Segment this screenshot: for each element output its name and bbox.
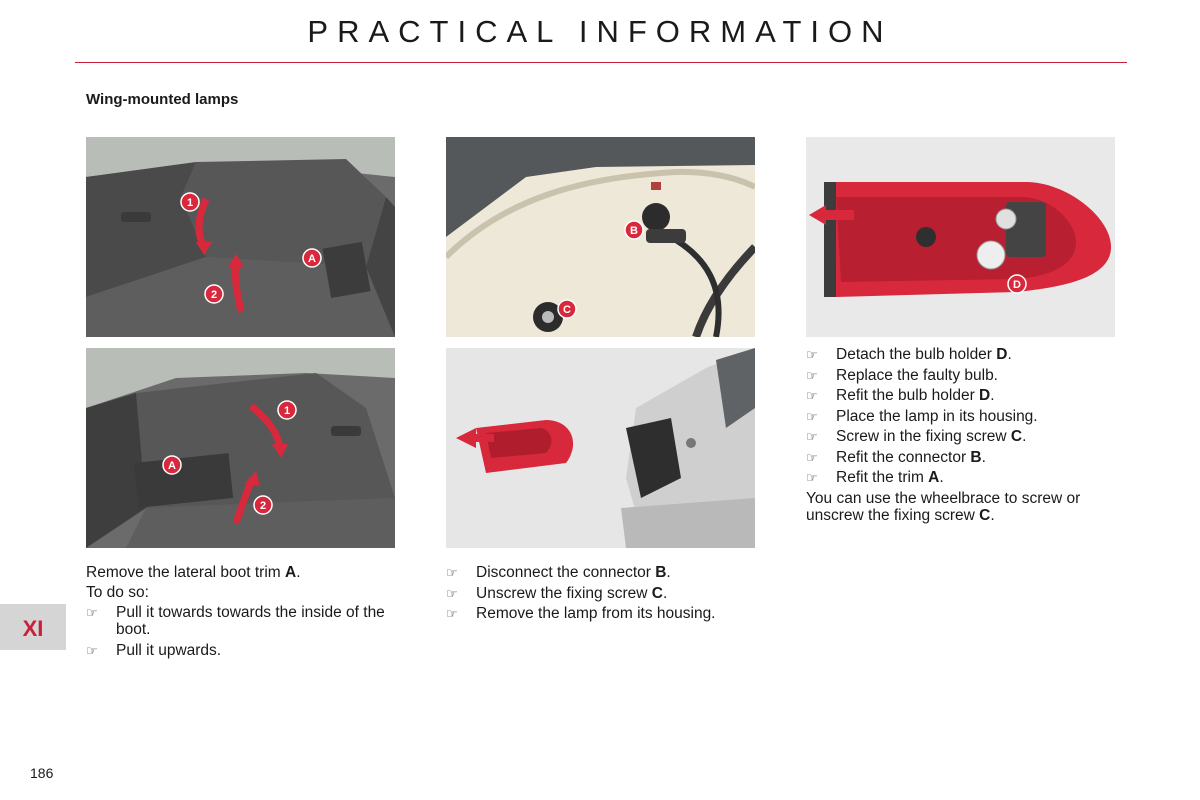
pointing-hand-icon: ☞ <box>86 605 98 620</box>
callout-1-label: 1 <box>186 197 194 209</box>
step-text: Screw in the fixing screw <box>836 428 1011 445</box>
step-text-post: . <box>981 448 986 466</box>
step-text-post: . <box>990 387 995 404</box>
pointing-hand-icon: ☞ <box>806 367 818 383</box>
note-text-post: . <box>990 506 995 524</box>
callout-2-label: 2 <box>210 289 218 301</box>
step-text: Pull it upwards. <box>116 641 222 659</box>
note-text: You can use the wheelbrace to screw or unscrew the fixing screw <box>806 489 1081 524</box>
pointing-hand-icon: ☞ <box>806 449 818 465</box>
list-item <box>446 605 766 622</box>
pointing-hand-icon: ☞ <box>806 470 818 485</box>
page-number: 186 <box>30 765 54 781</box>
pointing-hand-icon: ☞ <box>446 585 458 601</box>
list-item <box>806 449 1126 466</box>
intro-text-key: A <box>285 564 297 581</box>
steps-list <box>806 346 1126 486</box>
intro-text-post: . <box>296 564 301 581</box>
list-item <box>806 387 1126 404</box>
list-item <box>446 564 766 581</box>
list-item <box>446 585 766 602</box>
list-item <box>806 408 1126 425</box>
boot-trim-illustration-bottom <box>86 348 395 548</box>
pointing-hand-icon: ☞ <box>806 429 818 444</box>
page-title: PRACTICAL INFORMATION <box>307 14 893 49</box>
chapter-tab <box>0 604 66 650</box>
intro-text-pre: Remove the lateral boot trim <box>86 564 286 581</box>
list-item <box>86 642 406 659</box>
boot-trim-illustration-top <box>86 137 395 337</box>
connector-screw-illustration <box>446 137 755 337</box>
step-text: Detach the bulb holder <box>836 346 997 363</box>
bulb-holder-illustration <box>806 137 1115 337</box>
callout-2-label: 2 <box>259 500 267 512</box>
lamp-removal-illustration <box>446 348 755 548</box>
pointing-hand-icon: ☞ <box>806 388 818 403</box>
list-item <box>806 367 1126 384</box>
step-key: B <box>970 448 982 466</box>
step-text: Place the lamp in its housing. <box>836 407 1038 425</box>
step-key: D <box>979 387 991 404</box>
callout-d-label: D <box>1013 279 1021 291</box>
step-key: B <box>655 564 667 581</box>
step-text: Refit the connector <box>836 448 971 466</box>
step-key: C <box>651 584 663 602</box>
step-text: Replace the faulty bulb. <box>836 366 998 384</box>
step-key: C <box>1010 428 1023 445</box>
callout-1-label: 1 <box>283 405 291 417</box>
step-text-post: . <box>1022 428 1027 445</box>
pointing-hand-icon: ☞ <box>86 642 98 658</box>
step-text: Pull it towards towards the inside of the boot. <box>116 604 385 638</box>
step-text: Refit the trim <box>836 469 929 486</box>
callout-b-label: B <box>630 225 638 237</box>
title-divider <box>75 62 1127 63</box>
pointing-hand-icon: ☞ <box>806 347 818 362</box>
step-text-post: . <box>662 584 668 602</box>
instructions-column-1 <box>86 564 406 662</box>
step-text: Unscrew the fixing screw <box>476 584 652 602</box>
list-item <box>86 604 406 638</box>
pointing-hand-icon: ☞ <box>446 606 458 621</box>
step-text: Disconnect the connector <box>476 564 656 581</box>
note-key: C <box>979 506 991 524</box>
callout-a-label: A <box>168 460 176 472</box>
steps-list <box>446 564 766 622</box>
callout-c-label: C <box>563 304 571 316</box>
wheelbrace-note <box>806 490 1126 524</box>
todo-text: To do so: <box>86 584 149 601</box>
section-heading: Wing-mounted lamps <box>86 91 239 108</box>
pointing-hand-icon: ☞ <box>446 565 458 580</box>
chapter-tab-label: XI <box>22 616 44 641</box>
pointing-hand-icon: ☞ <box>806 408 818 424</box>
step-key: A <box>928 469 940 486</box>
steps-list <box>86 604 406 659</box>
instructions-column-2 <box>446 564 766 626</box>
step-text-post: . <box>1007 346 1012 363</box>
step-key: D <box>996 346 1008 363</box>
list-item <box>806 469 1126 486</box>
instructions-column-3 <box>806 346 1126 527</box>
list-item <box>806 428 1126 445</box>
callout-a-label: A <box>308 253 316 265</box>
step-text: Remove the lamp from its housing. <box>476 605 716 622</box>
step-text-post: . <box>666 564 671 581</box>
list-item <box>806 346 1126 363</box>
intro-text <box>86 564 406 581</box>
step-text: Refit the bulb holder <box>836 387 980 404</box>
step-text-post: . <box>939 469 944 486</box>
